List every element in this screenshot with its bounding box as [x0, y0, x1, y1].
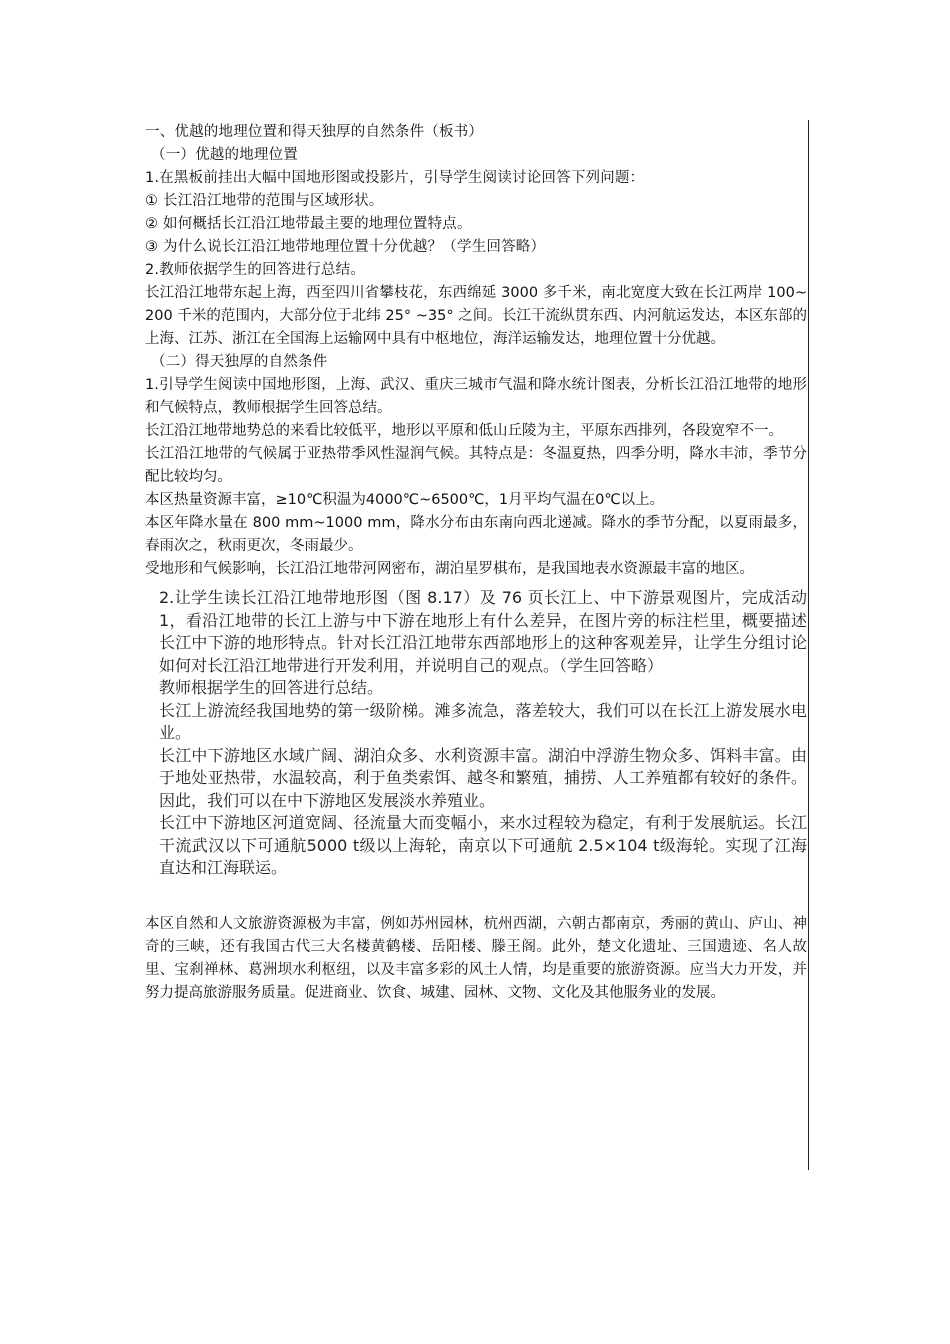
step-3: 1.引导学生阅读中国地形图，上海、武汉、重庆三城市气温和降水统计图表，分析长江沿江地带的地形和气候特点，教师根据学生回答总结。 — [145, 377, 807, 416]
lesson-text — [145, 121, 807, 1005]
subsection-title-conditions: （二）得天独厚的自然条件 — [151, 354, 328, 370]
climate-summary: 长江沿江地带的气候属于亚热带季风性湿润气候。其特点是：冬温夏热，四季分明，降水丰沛，季节分配比较均匀。 — [145, 446, 807, 485]
right-margin-rule — [808, 120, 809, 1170]
middle-lower-reaches: 长江中下游地区水域广阔、湖泊众多、水利资源丰富。湖泊中浮游生物众多、饵料丰富。由于地处亚热带，水温较高，利于鱼类索饵、越冬和繁殖，捕捞、人工养殖都有较好的条件。因此，我们可以在中下游地区发展淡水养殖业。 — [159, 745, 807, 810]
subsection-title-location: （一）优越的地理位置 — [151, 147, 298, 163]
water-resources: 受地形和气候影响，长江沿江地带河网密布，湖泊星罗棋布，是我国地表水资源最丰富的地区。 — [145, 561, 754, 577]
tourism-resources: 本区自然和人文旅游资源极为丰富，例如苏州园林，杭州西湖，六朝古都南京，秀丽的黄山、庐山、神奇的三峡，还有我国古代三大名楼黄鹤楼、岳阳楼、滕王阁。此外，楚文化遗址、三国遗迹、名人故里、宝刹禅林、葛洲坝水利枢纽，以及丰富多彩的风土人情，均是重要的旅游资源。应当大力开发，并努力提高旅游服务质量。促进商业、饮食、城建、园林、文物、文化及其他服务业的发展。 — [145, 915, 807, 1001]
shipping: 长江中下游地区河道宽阔、径流量大而变幅小，来水过程较为稳定，有利于发展航运。长江干流武汉以下可通航5000 t级以上海轮，南京以下可通航 2.5×104 t级海轮。实现了江海直达和江海联运。 — [159, 813, 807, 877]
activity-instruction: 2.让学生读长江沿江地带地形图（图 8.17）及 76 页长江上、中下游景观图片，完成活动 1，看沿江地带的长江上游与中下游在地形上有什么差异，在图片旁的标注栏里，概要描述长江中下游的地形特点。针对长江沿江地带东西部地形上的这种客观差异，让学生分组讨论如何对长江沿江地带进行开发利用，并说明自己的观点。（学生回答略） — [159, 588, 807, 675]
section-heading: 一、优越的地理位置和得天独厚的自然条件（板书） — [145, 124, 484, 140]
question-1: ① 长江沿江地带的范围与区域形状。 — [145, 193, 384, 209]
step-2: 2.教师依据学生的回答进行总结。 — [145, 262, 366, 278]
location-summary: 长江沿江地带东起上海，西至四川省攀枝花，东西绵延 3000 多千米，南北宽度大致在长江两岸 100~200 千米的范围内，大部分位于北纬 25° ~35° 之间。长江干流纵贯东西、内河航运发达，本区东部的上海、江苏、浙江在全国海上运输网中具有中枢地位，海洋运输发达，地理位置十分优越。 — [145, 285, 807, 347]
precipitation: 本区年降水量在 800 mm~1000 mm，降水分布由东南向西北递减。降水的季节分配，以夏雨最多，春雨次之，秋雨更次，冬雨最少。 — [145, 515, 807, 554]
scanned-excerpt — [145, 587, 807, 880]
heat-resources: 本区热量资源丰富，≥10℃积温为4000℃~6500℃，1月平均气温在0℃以上。 — [145, 492, 665, 508]
question-3: ③ 为什么说长江沿江地带地理位置十分优越？（学生回答略） — [145, 239, 546, 255]
terrain-summary: 长江沿江地带地势总的来看比较低平，地形以平原和低山丘陵为主，平原东西排列，各段宽窄不一。 — [145, 423, 783, 439]
upper-reaches: 长江上游流经我国地势的第一级阶梯。滩多流急，落差较大，我们可以在长江上游发展水电业。 — [159, 700, 807, 742]
question-2: ② 如何概括长江沿江地带最主要的地理位置特点。 — [145, 216, 472, 232]
step-1: 1.在黑板前挂出大幅中国地形图或投影片，引导学生阅读讨论回答下列问题： — [145, 170, 645, 186]
teacher-summary: 教师根据学生的回答进行总结。 — [159, 678, 384, 697]
